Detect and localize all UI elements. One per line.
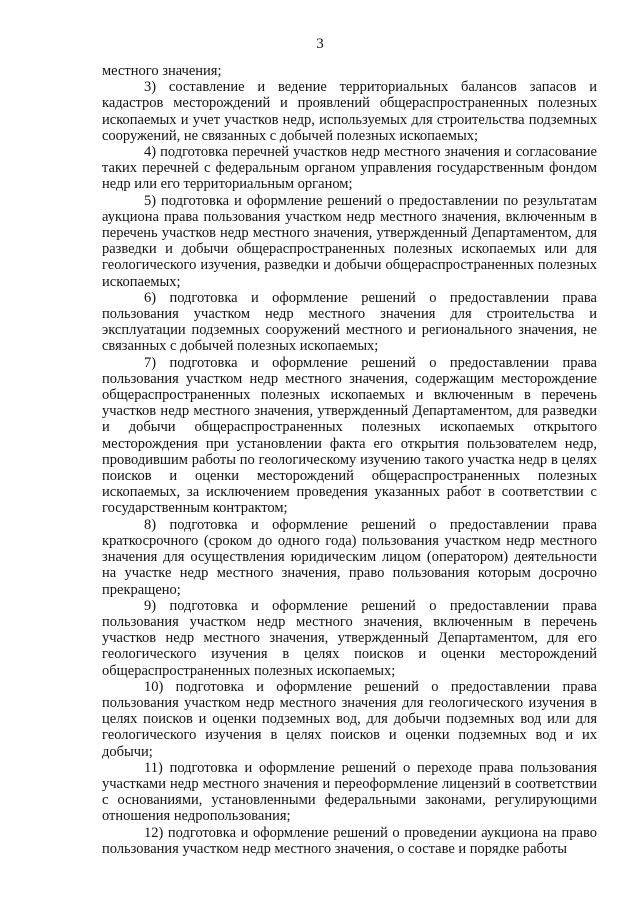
- page-number: 3: [316, 36, 324, 52]
- paragraph-item-12: 12) подготовка и оформление решений о проведении аукциона на право пользования участком недр местного значения, о составе и порядке работы: [102, 824, 597, 857]
- paragraph-item-5: 5) подготовка и оформление решений о предоставлении по результатам аукциона права пользования участком недр местного значения, включенным в перечень участков недр местного значения, утвержденный Департаментом, для разведки и добычи общераспространенных полезных ископаемых или для геологического изучения, разведки и добычи общераспространенных полезных ископаемых;: [102, 192, 597, 290]
- paragraph-item-9: 9) подготовка и оформление решений о предоставлении права пользования участком недр местного значения, включенным в перечень участков недр местного значения, утвержденный Департаментом, для его геологического изучения в целях поисков и оценки месторождений общераспространенных полезных ископаемых;: [102, 597, 597, 679]
- paragraph-item-11: 11) подготовка и оформление решений о переходе права пользования участками недр местного значения и переоформление лицензий в соответствии с основаниями, установленными федеральными законами, регулирующими отношения недропользования;: [102, 759, 597, 825]
- paragraph-item-10: 10) подготовка и оформление решений о предоставлении права пользования участком недр местного значения для геологического изучения в целях поисков и оценки подземных вод, для добычи подземных вод или для геологического изучения в целях поисков и оценки подземных вод и их добычи;: [102, 678, 597, 760]
- paragraph-item-3: 3) составление и ведение территориальных балансов запасов и кадастров месторождений и проявлений общераспространенных полезных ископаемых и учет участков недр, используемых для строительства подземных сооружений, не связанных с добычей полезных ископаемых;: [102, 79, 597, 144]
- paragraph-item-8: 8) подготовка и оформление решений о предоставлении права краткосрочного (сроком до одного года) пользования участком недр местного значения для осуществления юридическим лицом (оператором) деятельности на участке недр местного значения, право пользования которым досрочно прекращено;: [102, 516, 597, 598]
- document-body: [102, 63, 597, 857]
- paragraph-item-7: 7) подготовка и оформление решений о предоставлении права пользования участком недр местного значения, содержащим месторождение общераспространенных полезных ископаемых и включенным в перечень участков недр местного значения, утвержденный Департаментом, для разведки и добычи общераспространенных полезных ископаемых открытого месторождения при установлении факта его открытия пользователем недр, проводившим работы по геологическому изучению такого участка недр в целях поисков и оценки месторождений общераспространенных полезных ископаемых, за исключением проведения указанных работ в соответствии с государственным контрактом;: [102, 354, 597, 517]
- paragraph-item-4: 4) подготовка перечней участков недр местного значения и согласование таких перечней с федеральным органом управления государственным фондом недр или его территориальным органом;: [102, 144, 597, 193]
- paragraph-continuation: местного значения;: [102, 63, 222, 79]
- paragraph-item-6: 6) подготовка и оформление решений о предоставлении права пользования участком недр местного значения для строительства и эксплуатации подземных сооружений местного и регионального значения, не связанных с добычей полезных ископаемых;: [102, 289, 597, 355]
